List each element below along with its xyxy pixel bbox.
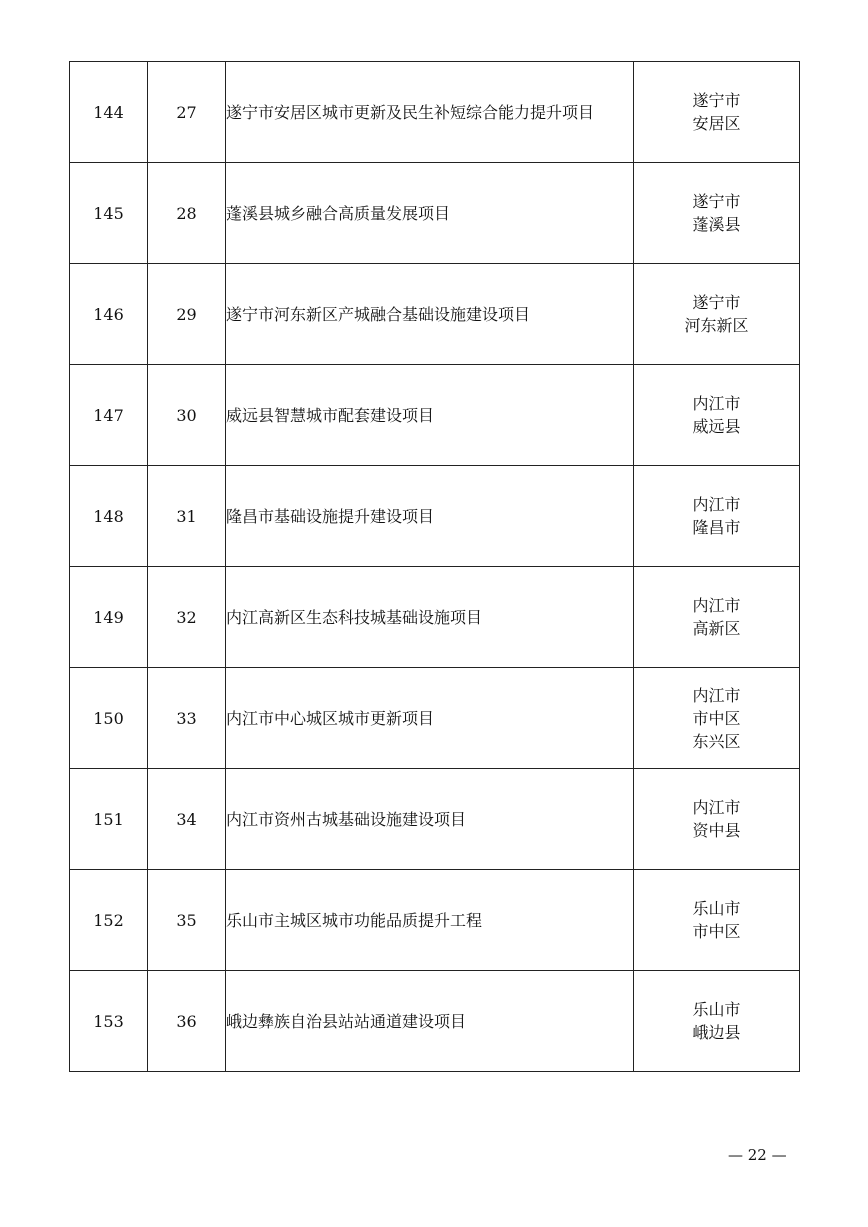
region-cell — [634, 870, 800, 971]
table-row — [70, 163, 800, 264]
region-district: 蓬溪县 — [692, 215, 741, 234]
sub-seq-cell: 33 — [148, 668, 226, 769]
table-row — [70, 971, 800, 1072]
region-city: 乐山市 — [692, 1000, 741, 1019]
project-name-cell: 内江高新区生态科技城基础设施项目 — [226, 567, 634, 668]
project-name-cell: 隆昌市基础设施提升建设项目 — [226, 466, 634, 567]
seq-cell: 148 — [70, 466, 148, 567]
table-row — [70, 567, 800, 668]
sub-seq-cell: 30 — [148, 365, 226, 466]
table-row — [70, 668, 800, 769]
project-name-cell: 蓬溪县城乡融合高质量发展项目 — [226, 163, 634, 264]
table-row — [70, 870, 800, 971]
seq-cell: 153 — [70, 971, 148, 1072]
region-cell — [634, 62, 800, 163]
sub-seq-cell: 32 — [148, 567, 226, 668]
region-city: 乐山市 — [692, 899, 741, 918]
region-district: 威远县 — [692, 417, 741, 436]
seq-cell: 147 — [70, 365, 148, 466]
table-row — [70, 264, 800, 365]
sub-seq-cell: 31 — [148, 466, 226, 567]
project-name-cell: 乐山市主城区城市功能品质提升工程 — [226, 870, 634, 971]
region-cell — [634, 264, 800, 365]
region-district: 市中区 — [692, 708, 741, 728]
seq-cell: 150 — [70, 668, 148, 769]
region-cell — [634, 163, 800, 264]
sub-seq-cell: 28 — [148, 163, 226, 264]
region-district: 隆昌市 — [692, 518, 741, 537]
region-city: 内江市 — [692, 394, 741, 413]
table-row — [70, 769, 800, 870]
region-cell — [634, 567, 800, 668]
region-district: 资中县 — [692, 821, 741, 840]
region-district: 东兴区 — [692, 731, 741, 751]
region-cell — [634, 668, 800, 769]
project-name-cell: 内江市资州古城基础设施建设项目 — [226, 769, 634, 870]
region-city: 内江市 — [692, 596, 741, 615]
project-name-cell: 威远县智慧城市配套建设项目 — [226, 365, 634, 466]
region-city: 内江市 — [692, 798, 741, 817]
region-city: 内江市 — [692, 685, 741, 705]
region-cell — [634, 466, 800, 567]
seq-cell: 149 — [70, 567, 148, 668]
region-district: 安居区 — [692, 114, 741, 133]
page-number: — 22 — — [728, 1146, 787, 1164]
region-city: 遂宁市 — [692, 293, 741, 312]
project-name-cell: 峨边彝族自治县站站通道建设项目 — [226, 971, 634, 1072]
region-district: 高新区 — [692, 619, 741, 638]
project-name-cell: 内江市中心城区城市更新项目 — [226, 668, 634, 769]
sub-seq-cell: 34 — [148, 769, 226, 870]
table-row — [70, 466, 800, 567]
project-name-cell: 遂宁市安居区城市更新及民生补短综合能力提升项目 — [226, 62, 634, 163]
region-cell — [634, 769, 800, 870]
region-city: 遂宁市 — [692, 91, 741, 110]
sub-seq-cell: 27 — [148, 62, 226, 163]
sub-seq-cell: 29 — [148, 264, 226, 365]
region-city: 内江市 — [692, 495, 741, 514]
project-table — [69, 61, 800, 1072]
region-district: 市中区 — [692, 922, 741, 941]
region-cell — [634, 365, 800, 466]
region-district: 河东新区 — [684, 316, 749, 335]
seq-cell: 151 — [70, 769, 148, 870]
table-row — [70, 365, 800, 466]
seq-cell: 144 — [70, 62, 148, 163]
region-district: 峨边县 — [692, 1023, 741, 1042]
seq-cell: 145 — [70, 163, 148, 264]
table-row — [70, 62, 800, 163]
sub-seq-cell: 35 — [148, 870, 226, 971]
sub-seq-cell: 36 — [148, 971, 226, 1072]
region-cell — [634, 971, 800, 1072]
project-name-cell: 遂宁市河东新区产城融合基础设施建设项目 — [226, 264, 634, 365]
region-city: 遂宁市 — [692, 192, 741, 211]
seq-cell: 152 — [70, 870, 148, 971]
seq-cell: 146 — [70, 264, 148, 365]
